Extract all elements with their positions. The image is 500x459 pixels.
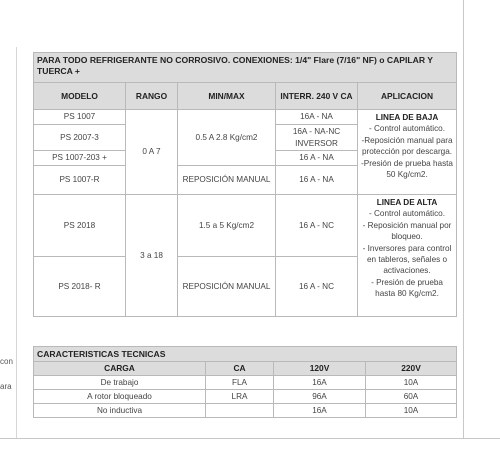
header-modelo: MODELO <box>34 83 126 110</box>
cell-minmax-high: 1.5 a 5 Kg/cm2 <box>178 195 276 257</box>
specifications-table <box>33 52 457 317</box>
cell-ca: LRA <box>206 390 274 404</box>
cell-interr: 16 A - NC <box>276 195 358 257</box>
header-220v: 220V <box>366 362 457 376</box>
bottom-divider <box>0 438 500 439</box>
cell-ca <box>206 404 274 418</box>
table-row <box>34 376 457 390</box>
table-row <box>34 404 457 418</box>
side-text-fragment-2: ara <box>0 382 12 391</box>
cell-interr: 16 A - NA <box>276 151 358 166</box>
cell-modelo: PS 1007-203 + <box>34 151 126 166</box>
cell-rango-low: 0 A 7 <box>126 110 178 195</box>
cell-rango-high: 3 a 18 <box>126 195 178 317</box>
header-rango: RANGO <box>126 83 178 110</box>
cell-modelo: PS 1007-R <box>34 166 126 195</box>
app-low-line: -Presión de prueba hasta 50 Kg/cm2. <box>361 158 453 180</box>
header-carga: CARGA <box>34 362 206 376</box>
header-ca: CA <box>206 362 274 376</box>
header-aplicacion: APLICACION <box>358 83 457 110</box>
app-high-title: LINEA DE ALTA <box>376 198 438 207</box>
cell-120v: 16A <box>274 404 366 418</box>
cell-modelo: PS 2007-3 <box>34 125 126 151</box>
table-title: PARA TODO REFRIGERANTE NO CORROSIVO. CONEXIONES: 1/4" Flare (7/16" NF) o CAPILAR Y TUERCA + <box>34 53 457 83</box>
cell-220v: 60A <box>366 390 457 404</box>
cell-120v: 96A <box>274 390 366 404</box>
cell-interr: 16 A - NC <box>276 257 358 317</box>
table-row <box>34 110 457 125</box>
cell-modelo: PS 1007 <box>34 110 126 125</box>
app-low-line: -Reposición manual para protección por descarga. <box>361 135 453 157</box>
cell-interr: 16A - NA-NC INVERSOR <box>276 125 358 151</box>
header-interr: INTERR. 240 V CA <box>276 83 358 110</box>
app-low-line: - Control automático. <box>369 124 446 134</box>
app-low-title: LINEA DE BAJA <box>375 113 439 122</box>
cell-aplicacion-high <box>358 195 457 317</box>
left-side-panel <box>0 47 17 439</box>
cell-minmax-high-manual: REPOSICIÓN MANUAL <box>178 257 276 317</box>
cell-modelo: PS 2018- R <box>34 257 126 317</box>
right-divider <box>463 0 464 439</box>
table-title: CARACTERISTICAS TECNICAS <box>34 347 457 362</box>
app-high-line: - Inversores para control en tableros, señales o activaciones. <box>362 243 452 276</box>
table-row <box>34 390 457 404</box>
technical-characteristics-table <box>33 346 457 418</box>
cell-220v: 10A <box>366 376 457 390</box>
app-high-line: - Presión de prueba hasta 80 Kg/cm2. <box>371 277 443 299</box>
app-high-line: - Reposición manual por bloqueo. <box>362 220 452 242</box>
side-text-fragment-1: con <box>0 357 13 366</box>
cell-interr: 16A - NA <box>276 110 358 125</box>
header-120v: 120V <box>274 362 366 376</box>
cell-carga: A rotor bloqueado <box>34 390 206 404</box>
cell-120v: 16A <box>274 376 366 390</box>
cell-minmax-low: 0.5 A 2.8 Kg/cm2 <box>178 110 276 166</box>
cell-carga: De trabajo <box>34 376 206 390</box>
cell-minmax-low-manual: REPOSICIÓN MANUAL <box>178 166 276 195</box>
app-high-line: - Control automático. <box>369 209 446 219</box>
cell-modelo: PS 2018 <box>34 195 126 257</box>
cell-220v: 10A <box>366 404 457 418</box>
cell-interr: 16 A - NA <box>276 166 358 195</box>
cell-ca: FLA <box>206 376 274 390</box>
table-row <box>34 195 457 257</box>
header-minmax: MIN/MAX <box>178 83 276 110</box>
cell-carga: No inductiva <box>34 404 206 418</box>
cell-aplicacion-low <box>358 110 457 195</box>
